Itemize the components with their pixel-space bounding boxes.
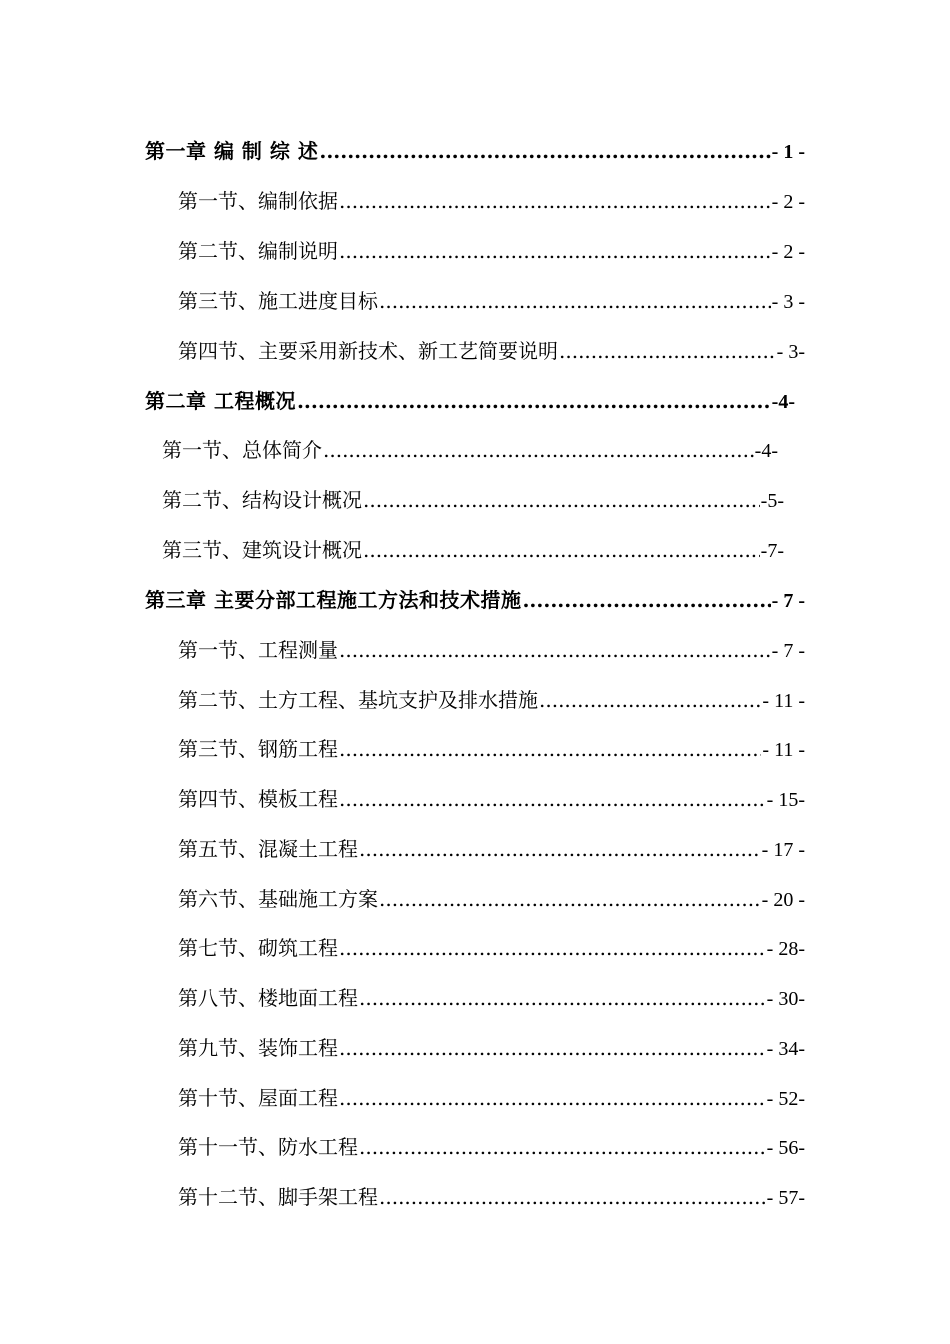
dot-leader — [339, 1085, 766, 1111]
dot-leader — [359, 836, 761, 862]
toc-section[interactable] — [178, 886, 805, 912]
toc-page-number: - 17 - — [761, 839, 805, 861]
toc-section[interactable] — [178, 985, 805, 1011]
toc-page-number: -5- — [760, 490, 784, 512]
toc-chapter-2[interactable] — [145, 388, 795, 414]
toc-page-number: - 28- — [766, 938, 805, 960]
dot-leader — [339, 786, 766, 812]
toc-section[interactable] — [162, 437, 778, 463]
toc-page-number: - 56- — [766, 1137, 805, 1159]
toc-chapter-3[interactable] — [145, 587, 805, 613]
toc-page-number: -7- — [760, 540, 784, 562]
toc-page-number: - 52- — [766, 1088, 805, 1110]
toc-section[interactable] — [178, 238, 805, 264]
toc-page-number: - 11 - — [762, 739, 805, 761]
dot-leader — [319, 138, 770, 164]
toc-section-label: 第二节、编制说明 — [178, 239, 338, 263]
toc-section-label: 第八节、楼地面工程 — [178, 986, 358, 1010]
toc-section[interactable] — [178, 637, 805, 663]
toc-section-label: 第十一节、防水工程 — [178, 1135, 358, 1159]
dot-leader — [339, 736, 761, 762]
toc-chapter-label: 第三章 主要分部工程施工方法和技术措施 — [145, 588, 522, 612]
toc-page-number: -4- — [771, 391, 795, 413]
toc-section-label: 第四节、主要采用新技术、新工艺简要说明 — [178, 339, 558, 363]
toc-section-label: 第十节、屋面工程 — [178, 1086, 338, 1110]
toc-page-number: - 2 - — [771, 191, 805, 213]
dot-leader — [339, 637, 771, 663]
toc-section[interactable] — [178, 935, 805, 961]
toc-section-label: 第六节、基础施工方案 — [178, 887, 378, 911]
dot-leader — [359, 1134, 766, 1160]
toc-section[interactable] — [178, 188, 805, 214]
dot-leader — [359, 985, 766, 1011]
dot-leader — [363, 487, 760, 513]
dot-leader — [339, 1035, 766, 1061]
toc-section[interactable] — [178, 687, 805, 713]
toc-page-number: - 3- — [776, 341, 805, 363]
toc-page-number: - 20 - — [761, 889, 805, 911]
toc-section[interactable] — [178, 736, 805, 762]
toc-section[interactable] — [178, 288, 805, 314]
toc-section-label: 第九节、装饰工程 — [178, 1036, 338, 1060]
toc-section[interactable] — [162, 487, 784, 513]
toc-page-number: - 15- — [766, 789, 805, 811]
toc-section-label: 第四节、模板工程 — [178, 787, 338, 811]
dot-leader — [339, 935, 766, 961]
dot-leader — [522, 587, 770, 613]
dot-leader — [339, 188, 771, 214]
dot-leader — [379, 1184, 766, 1210]
toc-section[interactable] — [178, 1134, 805, 1160]
toc-section-label: 第一节、编制依据 — [178, 189, 338, 213]
dot-leader — [363, 537, 760, 563]
dot-leader — [539, 687, 761, 713]
toc-page-number: - 30- — [766, 988, 805, 1010]
dot-leader — [379, 288, 771, 314]
toc-chapter-label: 第二章 工程概况 — [145, 389, 296, 413]
toc-section-label: 第二节、结构设计概况 — [162, 488, 362, 512]
toc-section-label: 第三节、钢筋工程 — [178, 737, 338, 761]
toc-section[interactable] — [178, 836, 805, 862]
dot-leader — [323, 437, 754, 463]
toc-chapter-label: 第一章 编 制 综 述 — [145, 139, 319, 163]
toc-page-number: - 57- — [766, 1187, 805, 1209]
toc-page-number: -4- — [754, 440, 778, 462]
toc-page-number: - 11 - — [762, 690, 805, 712]
toc-chapter-1[interactable] — [145, 138, 805, 164]
dot-leader — [297, 388, 771, 414]
toc-section-label: 第三节、施工进度目标 — [178, 289, 378, 313]
toc-section-label: 第一节、工程测量 — [178, 638, 338, 662]
toc-page-number: - 2 - — [771, 241, 805, 263]
toc-section[interactable] — [178, 1035, 805, 1061]
toc-section[interactable] — [178, 1085, 805, 1111]
toc-section[interactable] — [178, 786, 805, 812]
dot-leader — [559, 338, 776, 364]
toc-page-number: - 3 - — [771, 291, 805, 313]
toc-section[interactable] — [178, 338, 805, 364]
toc-page-number: - 7 - — [771, 640, 805, 662]
toc-page-number: - 34- — [766, 1038, 805, 1060]
dot-leader — [379, 886, 761, 912]
toc-page-number: - 1 - — [771, 141, 805, 163]
toc-section-label: 第一节、总体简介 — [162, 438, 322, 462]
dot-leader — [339, 238, 771, 264]
toc-section-label: 第七节、砌筑工程 — [178, 936, 338, 960]
toc-section-label: 第二节、土方工程、基坑支护及排水措施 — [178, 688, 538, 712]
toc-section[interactable] — [178, 1184, 805, 1210]
toc-page-number: - 7 - — [771, 590, 805, 612]
toc-section-label: 第五节、混凝土工程 — [178, 837, 358, 861]
toc-section-label: 第十二节、脚手架工程 — [178, 1185, 378, 1209]
toc-section-label: 第三节、建筑设计概况 — [162, 538, 362, 562]
toc-section[interactable] — [162, 537, 784, 563]
